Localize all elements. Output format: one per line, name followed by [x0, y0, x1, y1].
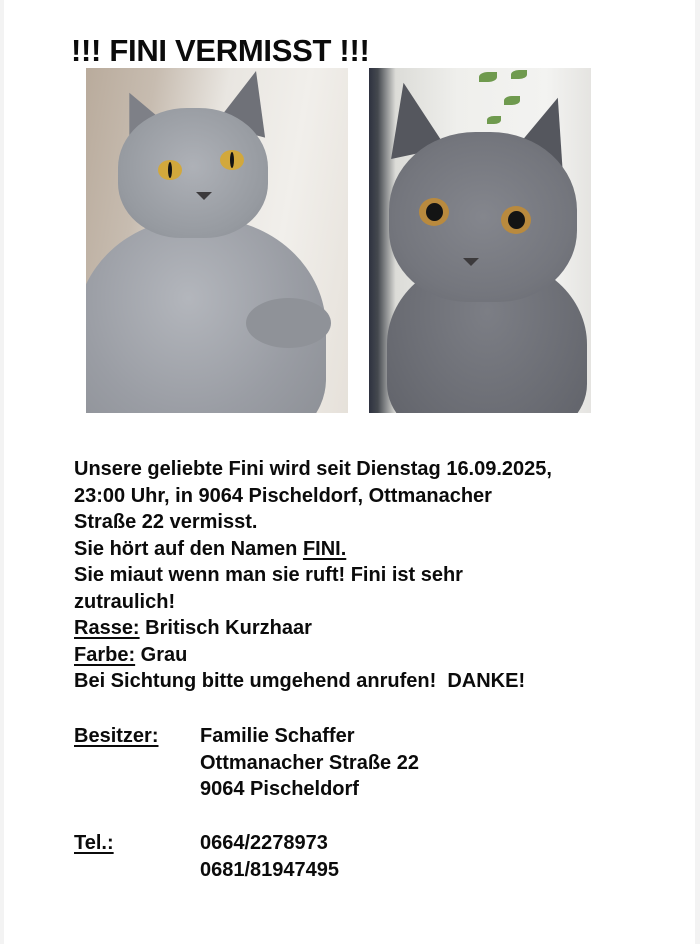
owner-values: [200, 723, 419, 803]
owner-name: Familie Schaffer: [200, 725, 355, 747]
description-line: Unsere geliebte Fini wird seit Dienstag 16.09.2025,: [74, 458, 552, 480]
cat-photo-left: [86, 68, 348, 413]
poster-page: [4, 0, 695, 944]
poster-title: !!! FINI VERMISST !!!: [71, 33, 370, 68]
breed-value: Britisch Kurzhaar: [139, 617, 312, 639]
cat-name-prefix: Sie hört auf den Namen: [74, 537, 303, 560]
owner-street: Ottmanacher Straße 22: [200, 751, 419, 774]
cat-nose: [463, 258, 479, 266]
cat-photo-right: [369, 68, 591, 413]
description-line: Straße 22 vermisst.: [74, 511, 258, 533]
phone-label: Tel.:: [74, 832, 114, 854]
owner-label: Besitzer:: [74, 725, 159, 747]
cat-head: [118, 108, 268, 238]
cat-eye: [220, 150, 244, 170]
cat-name-line: [74, 536, 664, 563]
color-label: Farbe:: [74, 643, 136, 666]
plant-leaf: [487, 116, 501, 124]
cat-eye: [158, 160, 182, 180]
cat-paw: [246, 298, 331, 348]
phone-number[interactable]: 0664/2278973: [200, 832, 328, 854]
cat-eye: [419, 198, 449, 226]
cat-nose: [196, 192, 212, 200]
cat-name-value: FINI.: [302, 537, 347, 560]
owner-city: 9064 Pischeldorf: [200, 778, 359, 800]
description-line: Sie miaut wenn man sie ruft! Fini ist sehr: [74, 564, 463, 586]
plant-leaf: [504, 96, 520, 105]
phone-values: [200, 830, 339, 883]
color-line: [74, 642, 664, 669]
cat-head: [389, 132, 577, 302]
breed-line: [74, 615, 664, 642]
breed-label: Rasse:: [74, 617, 140, 639]
description-line: zutraulich!: [74, 590, 176, 613]
color-value: Grau: [135, 643, 188, 666]
description-line: 23:00 Uhr, in 9064 Pischeldorf, Ottmanacher: [74, 484, 492, 507]
description: [74, 456, 664, 695]
call-to-action: Bei Sichtung bitte umgehend anrufen! DANKE!: [74, 670, 526, 692]
plant-leaf: [511, 70, 527, 79]
cat-eye: [501, 206, 531, 234]
plant-leaf: [479, 72, 497, 82]
phone-number[interactable]: 0681/81947495: [200, 858, 340, 881]
